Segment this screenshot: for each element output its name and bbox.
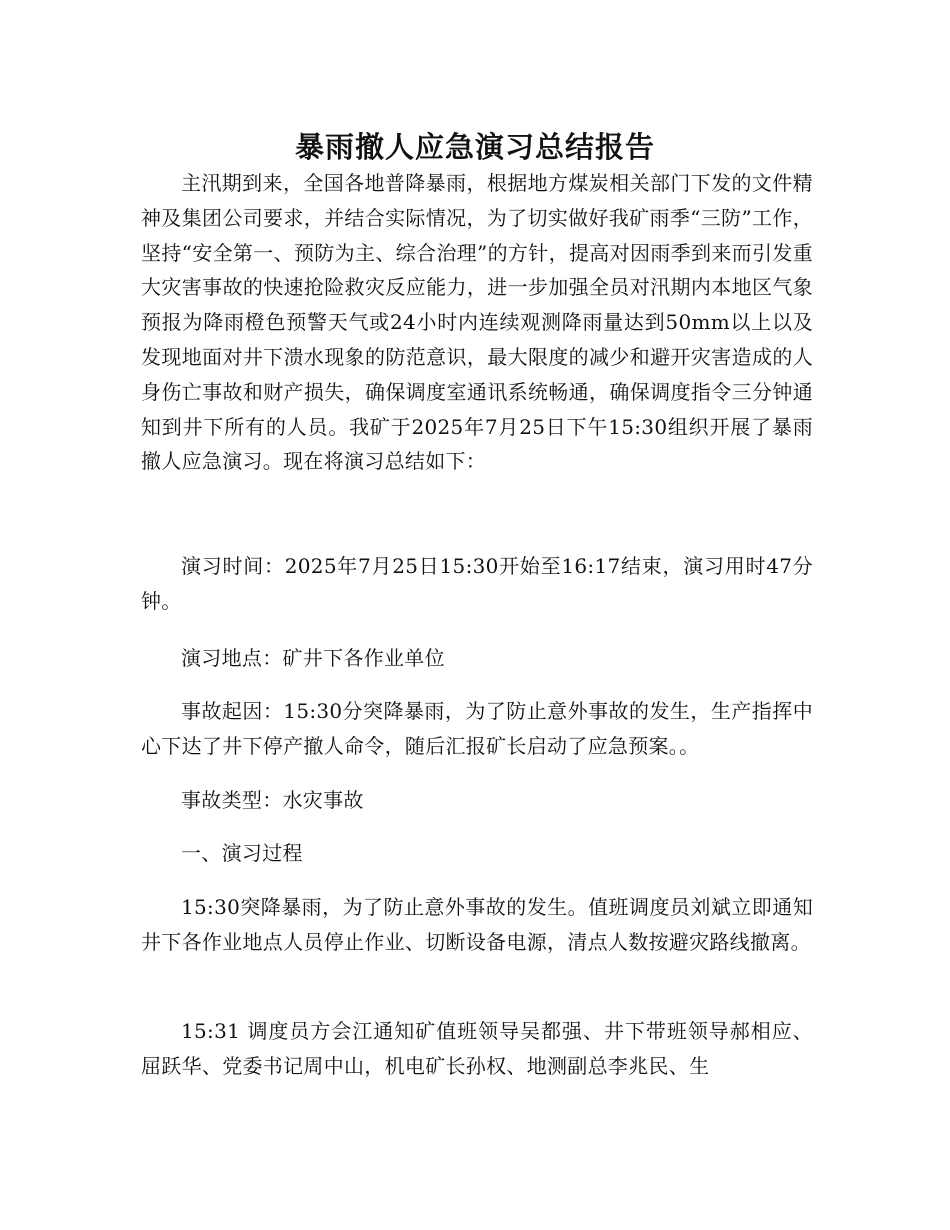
process-paragraph-1530: 15:30突降暴雨，为了防止意外事故的发生。值班调度员刘斌立即通知井下各作业地点人员停止作业、切断设备电源，清点人数按避灾路线撤离。 — [141, 895, 813, 954]
document-title: 暴雨撤人应急演习总结报告 — [294, 130, 655, 165]
process-paragraph-1531: 15:31 调度员方会江通知矿值班领导吴都强、井下带班领导郝相应、屈跃华、党委书记周中山，机电矿长孙权、地测副总李兆民、生 — [141, 1019, 813, 1078]
section-heading-drill-process: 一、演习过程 — [181, 841, 303, 865]
drill-location-paragraph: 演习地点：矿井下各作业单位 — [181, 646, 445, 670]
accident-cause-paragraph: 事故起因：15:30分突降暴雨，为了防止意外事故的发生，生产指挥中心下达了井下停产撤人命令，随后汇报矿长启动了应急预案。。 — [141, 699, 813, 758]
drill-time-paragraph: 演习时间：2025年7月25日15:30开始至16:17结束，演习用时47分钟。 — [141, 554, 813, 613]
accident-type-paragraph: 事故类型：水灾事故 — [181, 788, 364, 812]
intro-paragraph: 主汛期到来，全国各地普降暴雨，根据地方煤炭相关部门下发的文件精神及集团公司要求，并结合实际情况，为了切实做好我矿雨季“三防”工作，坚持“安全第一、预防为主、综合治理”的方针，提高对因雨季到来而引发重大灾害事故的快速抢险救灾反应能力，进一步加强全员对汛期内本地区气象预报为降雨橙色预警天气或24小时内连续观测降雨量达到50mm以上以及发现地面对井下溃水现象的防范意识，最大限度的减少和避开灾害造成的人身伤亡事故和财产损失，确保调度室通讯系统畅通，确保调度指令三分钟通知到井下所有的人员。我矿于2025年7月25日下午15:30组织开展了暴雨撤人应急演习。现在将演习总结如下： — [141, 171, 813, 474]
